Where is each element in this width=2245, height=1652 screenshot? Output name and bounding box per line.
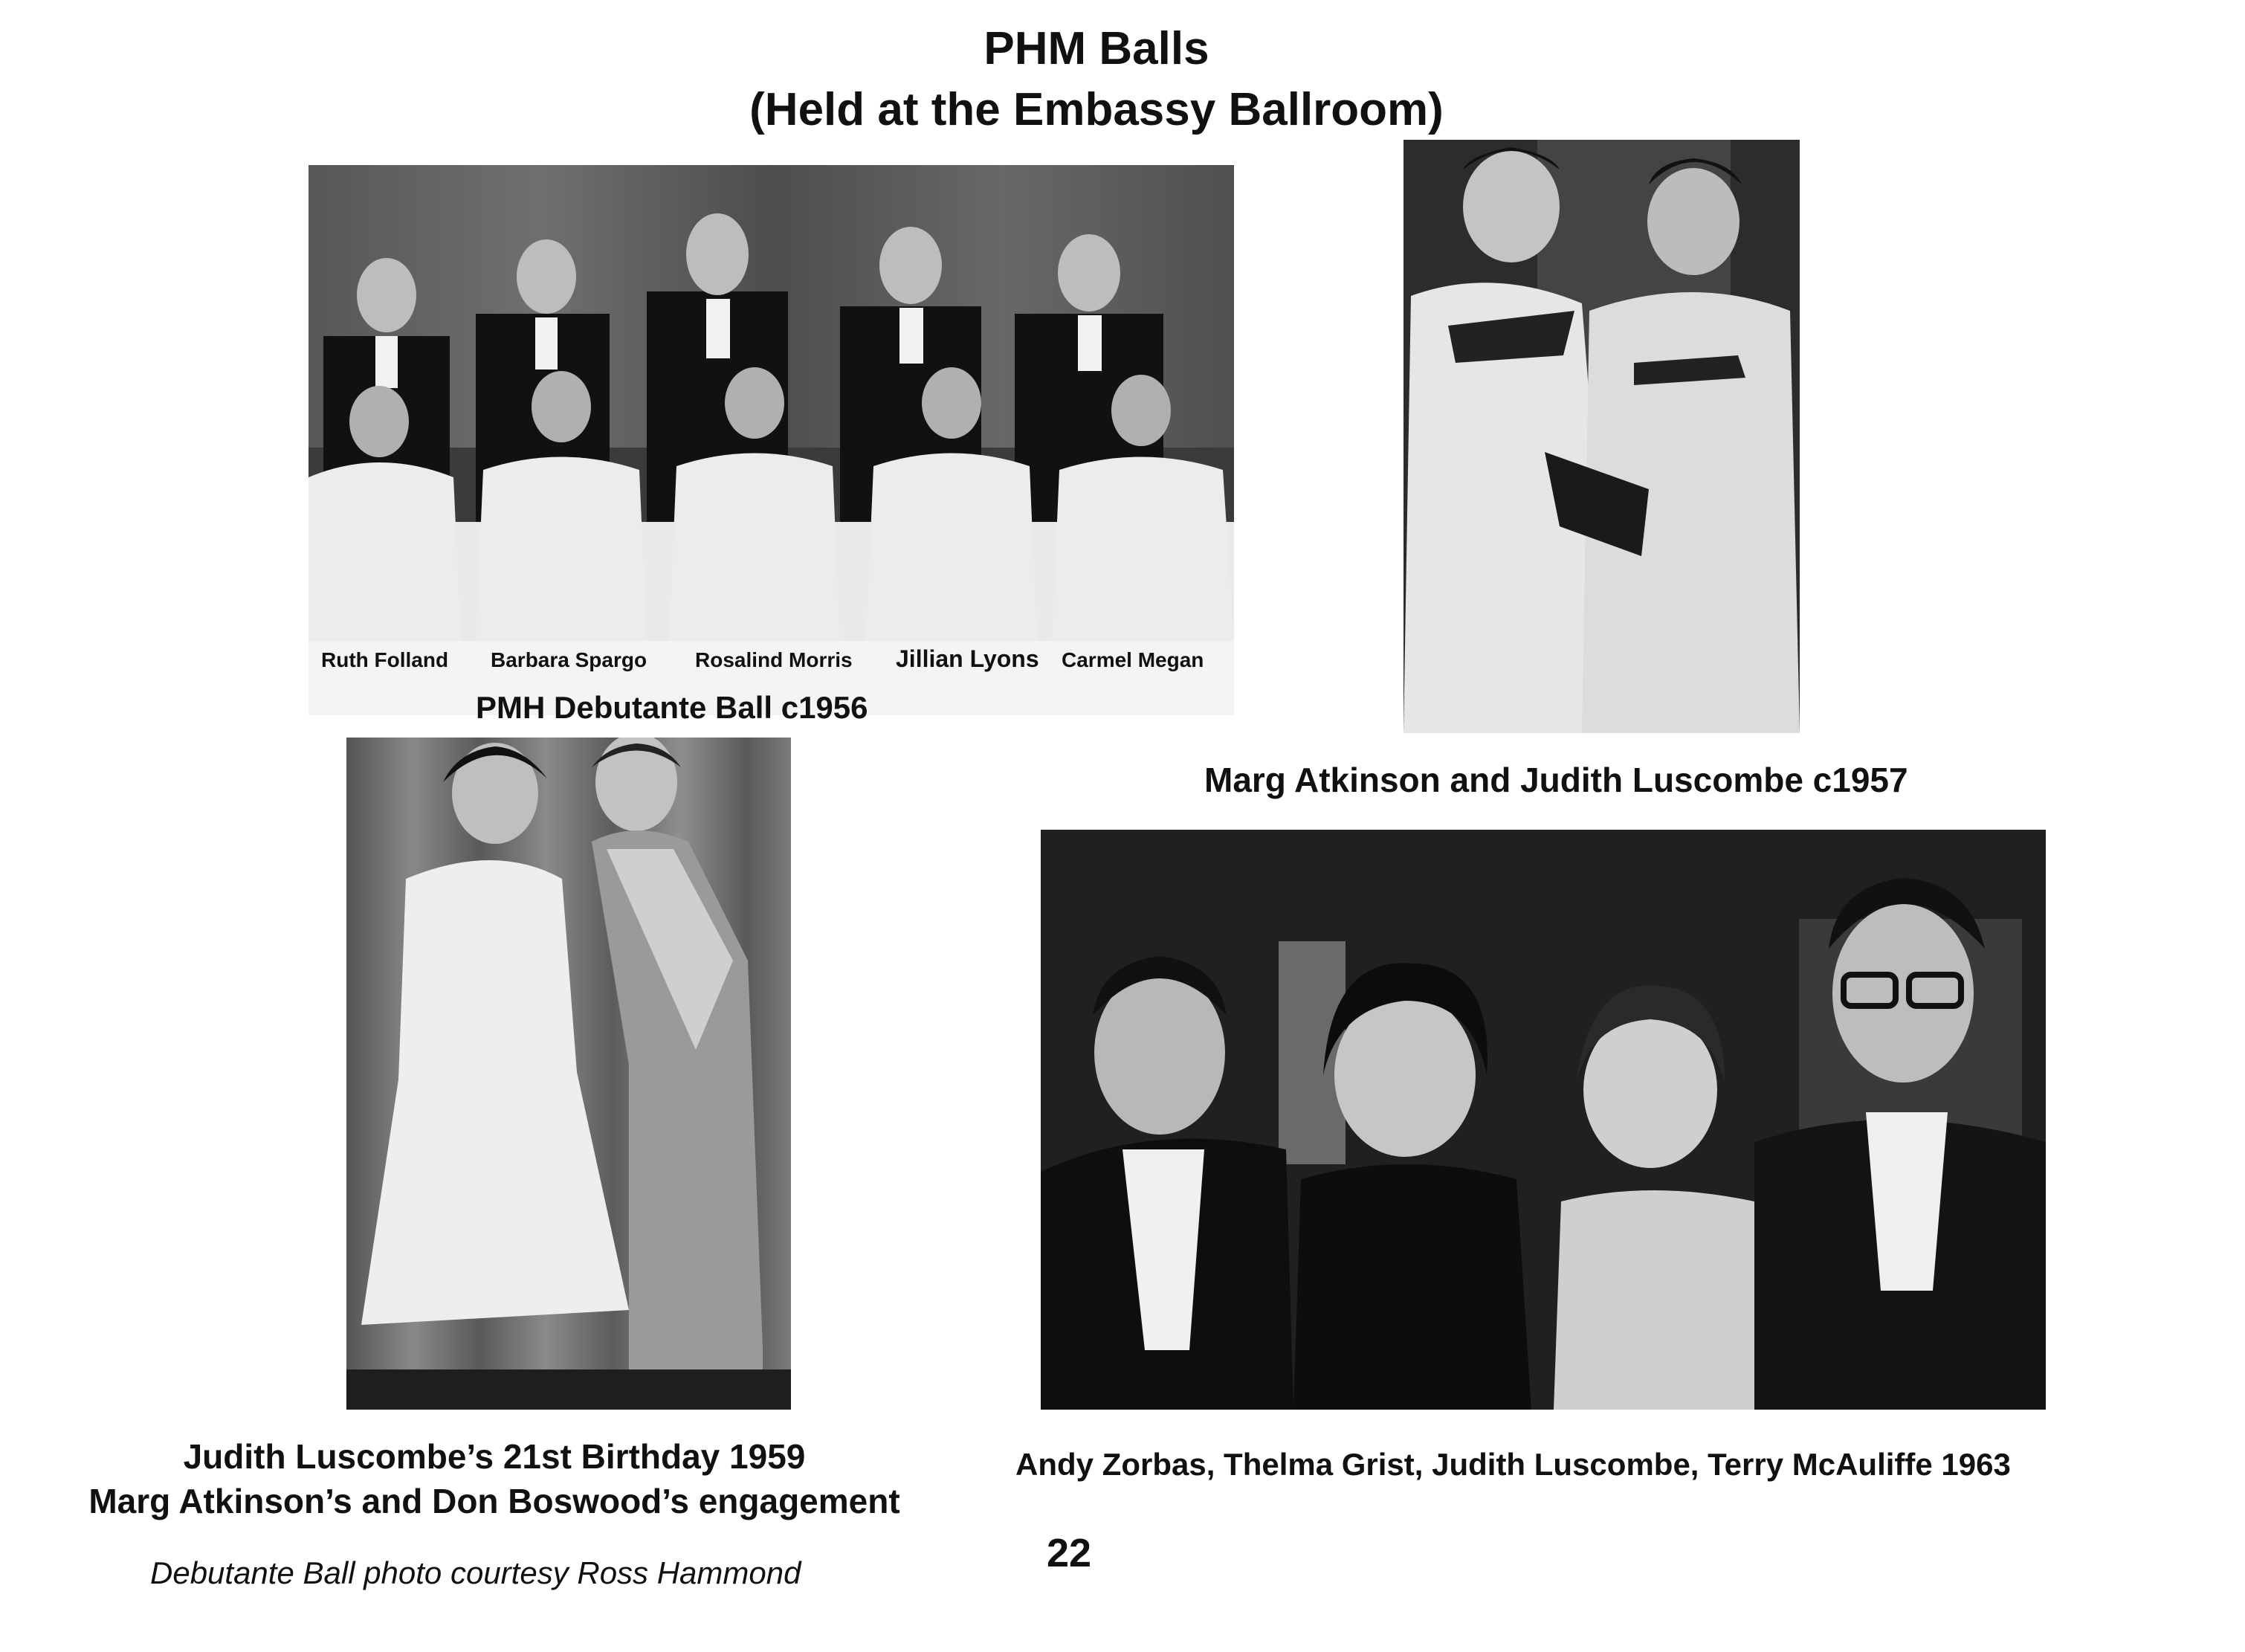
pair-caption: Marg Atkinson and Judith Luscombe c1957 — [1204, 761, 1908, 799]
birthday-photo — [346, 738, 791, 1410]
pair-photo — [1403, 140, 1800, 733]
debutante-name: Barbara Spargo — [491, 648, 647, 671]
group-caption: Andy Zorbas, Thelma Grist, Judith Luscombe, Terry McAuliffe 1963 — [1015, 1447, 2011, 1482]
page-subtitle: (Held at the Embassy Ballroom) — [749, 84, 1444, 135]
debutante-photo — [309, 165, 1234, 715]
page-number: 22 — [1047, 1531, 1092, 1575]
debutante-name: Ruth Folland — [321, 648, 449, 671]
birthday-caption-line2: Marg Atkinson’s and Don Boswood’s engagement — [88, 1482, 900, 1520]
debutante-name: Carmel Megan — [1062, 648, 1204, 671]
group-photo — [1041, 830, 2046, 1410]
debutante-name: Jillian Lyons — [896, 645, 1039, 672]
debutante-caption: PMH Debutante Ball c1956 — [476, 690, 868, 725]
photo-credit: Debutante Ball photo courtesy Ross Hammond — [150, 1555, 801, 1590]
birthday-caption-line1: Judith Luscombe’s 21st Birthday 1959 — [183, 1437, 806, 1476]
page-title: PHM Balls — [983, 23, 1209, 74]
debutante-name: Rosalind Morris — [695, 648, 853, 671]
